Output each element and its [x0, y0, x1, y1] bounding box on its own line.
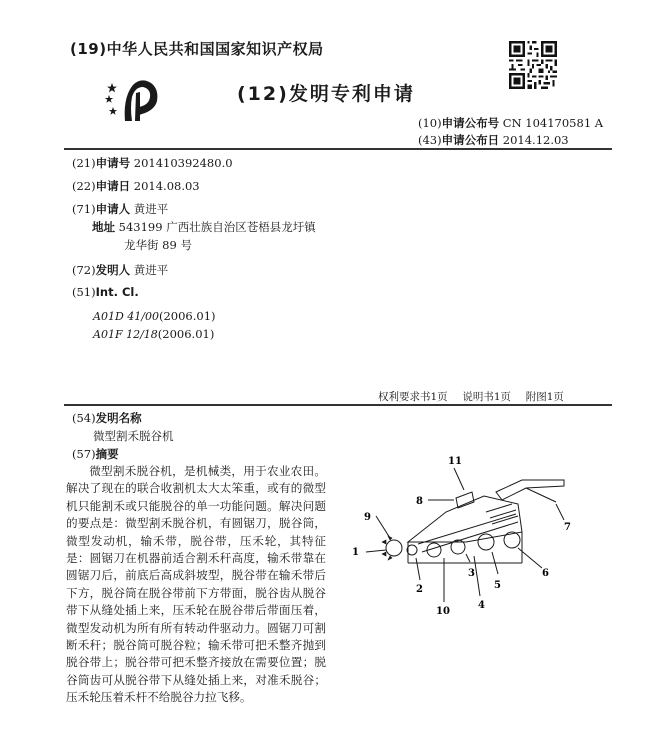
cnipa-emblem-icon [103, 77, 163, 125]
leader-2 [416, 558, 420, 580]
ipc-row: (51)Int. Cl. [72, 285, 139, 299]
figure-label-1: 1 [352, 547, 359, 558]
applicant-name: 黄进平 [133, 202, 169, 216]
leader-3 [466, 554, 470, 562]
address-row: 地址 543199 广西壮族自治区苍梧县龙圩镇 [92, 220, 316, 234]
figure-label-7: 7 [564, 522, 571, 533]
address-line-2: 龙华街 89 号 [124, 238, 192, 252]
abstract-heading: (57)摘要 [72, 447, 119, 461]
application-number-row: (21)申请号 201410392480.0 [72, 156, 233, 170]
figure-label-4: 4 [478, 600, 485, 611]
kind-code: (12) [237, 83, 289, 105]
document-type: 发明专利申请 [288, 83, 415, 105]
saw-blade [386, 540, 402, 556]
section-divider [64, 404, 612, 406]
figure-label-2: 2 [416, 584, 423, 595]
address-line-1: 543199 广西壮族自治区苍梧县龙圩镇 [118, 220, 316, 234]
description-pages: 说明书1页 [462, 391, 512, 403]
publication-date-row: (43)申请公布日 2014.12.03 [418, 133, 569, 147]
filing-date-row: (22)申请日 2014.08.03 [72, 179, 200, 193]
authority-name: 中华人民共和国国家知识产权局 [106, 40, 324, 58]
figure-label-9: 9 [364, 512, 371, 523]
invention-title-row: (54)发明名称 [72, 411, 142, 425]
claims-pages: 权利要求书1页 [378, 391, 448, 403]
leader-11 [454, 468, 464, 490]
inventor-name: 黄进平 [133, 263, 169, 277]
publication-date: 2014.12.03 [502, 133, 569, 147]
invention-title: 微型割禾脱谷机 [93, 429, 174, 443]
ipc-class-1: A01D 41/00(2006.01) [93, 309, 216, 323]
figure-label-5: 5 [494, 580, 501, 591]
country-code: (19) [70, 40, 107, 58]
roller-4 [478, 534, 494, 550]
figure-label-10: 10 [436, 606, 450, 617]
abstract-body [66, 463, 326, 707]
figure-label-8: 8 [416, 496, 423, 507]
saw-teeth [382, 536, 392, 560]
figure-label-6: 6 [542, 568, 549, 579]
abstract-text: 微型割禾脱谷机，是机械类，用于农业农田。解决了现在的联合收割机太大太笨重，或有的微型机只能割禾或只能脱谷的单一功能问题。解决问题的要点是：微型割禾脱谷机，有圆锯刀，脱谷筒，微型发动机，输禾带，脱谷带，压禾轮，其特征是：圆锯刀在机器前适合割禾秆高度，输禾带靠在圆锯刀后，前底后高成斜坡型，脱谷带在输禾带后下方，脱谷筒在脱谷带前下方带面，脱谷齿从脱谷带下从缝处插上来，压禾轮在脱谷带后带面压着，微型发动机为所有所有转动件驱动力。圆锯刀可割断禾秆；脱谷筒可脱谷粒；输禾带可把禾整齐抛到脱谷带上；脱谷带可把禾整齐接放在需要位置；脱谷筒齿可从脱谷带下从缝处插上来，对准禾脱谷；压禾轮压着禾杆不给脱谷力拉飞移。 [66, 464, 326, 705]
qr-code [509, 41, 557, 89]
leader-1 [366, 550, 386, 552]
handle-rail [526, 488, 556, 502]
publication-number: CN 104170581 A [502, 116, 604, 130]
belt-stripe-1 [486, 504, 512, 512]
figure-label-3: 3 [468, 568, 475, 579]
figure-label-11: 11 [448, 456, 462, 467]
application-number: 201410392480.0 [133, 156, 233, 170]
housing-box [456, 492, 474, 508]
belt-stripe-2 [490, 510, 516, 518]
conveyor-lower [422, 522, 518, 552]
document-kind [237, 79, 415, 106]
pressure-wheel [504, 532, 520, 548]
leader-7 [556, 504, 564, 520]
publication-number-row: (10)申请公布号 CN 104170581 A [418, 116, 604, 130]
leader-9 [376, 516, 390, 538]
authority-heading [70, 38, 324, 59]
page-counts [378, 389, 564, 404]
inventor-row: (72)发明人 黄进平 [72, 263, 169, 277]
conveyor-upper [418, 514, 516, 544]
applicant-row: (71)申请人 黄进平 [72, 202, 169, 216]
abstract-drawing [346, 452, 586, 622]
ipc-class-2: A01F 12/18(2006.01) [93, 327, 215, 341]
filing-date: 2014.08.03 [133, 179, 200, 193]
header-divider [64, 148, 612, 150]
drawing-pages: 附图1页 [525, 391, 564, 403]
ramp-body [408, 496, 522, 542]
